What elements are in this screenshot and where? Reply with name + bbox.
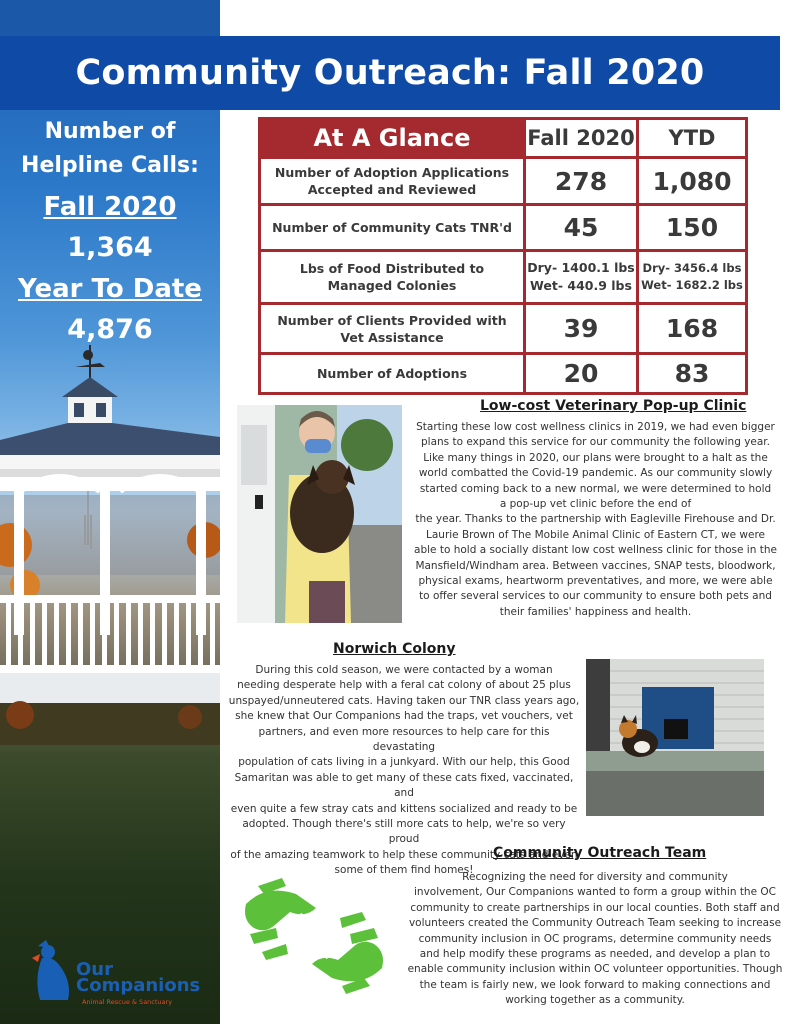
norwich-line: During this cold season, we were contacted by a woman xyxy=(255,664,553,676)
ytd-dry-value: Dry- 3456.4 lbs xyxy=(642,261,742,275)
logo-subtitle: Animal Rescue & Sanctuary xyxy=(82,998,173,1006)
norwich-title: Norwich Colony xyxy=(333,641,456,657)
norwich-line: unspayed/unneutered cats. Having taken our TNR class years ago, xyxy=(228,694,580,707)
helpline-title: Number of Helpline Calls: xyxy=(21,119,199,178)
at-a-glance-table xyxy=(258,117,748,395)
clinic-line: world combatted the Covid-19 pandemic. As our community slowly xyxy=(418,467,773,480)
norwich-line: adopted. Though there's still more cats to help, we're so very proud xyxy=(242,818,566,846)
norwich-line: she knew that Our Companions had the traps, vet vouchers, vet xyxy=(235,710,573,723)
helpline-fall-label: Fall 2020 xyxy=(43,192,177,222)
helpline-ytd-value: 4,876 xyxy=(67,314,153,345)
ytd-wet-value: Wet- 1682.2 lbs xyxy=(641,278,743,292)
team-line: enable community inclusion within OC volunteer opportunities. Though xyxy=(407,963,783,976)
norwich-line: Samaritan was able to get many of these cats fixed, vaccinated, and xyxy=(234,771,574,800)
clinic-line: Laurie Brown of The Mobile Animal Clinic of Eastern CT, we were xyxy=(426,528,765,541)
page-header xyxy=(0,36,780,110)
green-hands-icon xyxy=(236,874,392,998)
norwich-line: even quite a few stray cats and kittens socialized and ready to be xyxy=(230,802,578,815)
glance-row-ytd-value: 1,080 xyxy=(639,159,745,203)
glance-title: At A Glance xyxy=(313,124,471,152)
logo-word-companions: Companions xyxy=(76,975,201,996)
fall-dry-value: Dry- 1400.1 lbs xyxy=(527,260,635,275)
clinic-line: physical exams, heartworm preventatives, and more, we were able xyxy=(418,575,773,588)
team-line: Recognizing the need for diversity and community xyxy=(462,871,728,883)
clinic-line: Starting these low cost wellness clinics in 2019, we had even bigger xyxy=(416,421,775,433)
glance-row-label: Number of Adoptions xyxy=(261,355,523,392)
glance-row-ytd-value: 150 xyxy=(639,206,745,249)
glance-row-label: Number of Adoption Applications Accepted and Reviewed xyxy=(261,159,523,203)
clinic-line: a pop-up vet clinic before the end of xyxy=(499,498,692,511)
glance-row-fall-value: 278 xyxy=(526,159,636,203)
glance-row-label: Number of Clients Provided with Vet Assistance xyxy=(261,305,523,352)
clinic-line: the year. Thanks to the partnership with Eagleville Firehouse and Dr. xyxy=(415,513,776,526)
clinic-line: able to hold a socially distant low cost wellness clinic for those in the xyxy=(414,544,777,557)
clinic-title: Low-cost Veterinary Pop-up Clinic xyxy=(480,398,747,414)
team-line: community inclusion in OC programs, determine community needs xyxy=(418,932,772,945)
page-title: Community Outreach: Fall 2020 xyxy=(75,53,705,93)
norwich-line: of the amazing teamwork to help these community cats and even xyxy=(230,848,578,861)
sky-strip xyxy=(0,0,220,36)
glance-col-fall: Fall 2020 xyxy=(526,120,636,156)
glance-row-fall-value: 39 xyxy=(526,305,636,352)
glance-row-fall-value: 45 xyxy=(526,206,636,249)
team-title: Community Outreach Team xyxy=(493,845,707,861)
norwich-line: some of them find homes! xyxy=(334,864,474,877)
norwich-line: population of cats living in a junkyard. With our help, this Good xyxy=(238,756,570,769)
team-line: community to create partnerships in our local counties. Both staff and xyxy=(410,901,780,914)
dog-logo-icon xyxy=(28,938,78,1008)
clinic-line: their families' happiness and health. xyxy=(499,605,692,618)
team-line: the team is fairly new, we look forward to making connections and xyxy=(419,978,771,991)
glance-row-ytd-value: 83 xyxy=(639,355,745,392)
clinic-text xyxy=(403,420,788,620)
team-line: involvement, Our Companions wanted to form a group within the OC xyxy=(414,886,776,899)
glance-row-ytd-value xyxy=(639,252,745,302)
helpline-stats xyxy=(0,115,220,351)
helpline-fall-value: 1,364 xyxy=(67,232,153,263)
glance-row-fall-value xyxy=(526,252,636,302)
gazebo-photo xyxy=(0,345,220,745)
norwich-line: needing desperate help with a feral cat colony of about 25 plus xyxy=(237,679,571,692)
team-line: working together as a community. xyxy=(505,994,685,1007)
clinic-line: Mansfield/Windham area. Between vaccines, SNAP tests, bloodwork, xyxy=(415,559,776,572)
glance-row-label: Lbs of Food Distributed to Managed Colonies xyxy=(261,252,523,302)
team-text xyxy=(402,870,788,1009)
logo-word-our: Our xyxy=(76,959,113,980)
glance-row-label: Number of Community Cats TNR'd xyxy=(261,206,523,249)
clinic-line: to offer several services to our community to ensure both pets and xyxy=(419,590,772,603)
our-companions-logo xyxy=(28,938,218,1008)
glance-col-ytd: YTD xyxy=(639,120,745,156)
clinic-line: plans to expand this service for our community the following year. xyxy=(420,436,771,449)
vet-clinic-photo xyxy=(237,405,402,623)
norwich-line: partners, and even more resources to help care for this devastating xyxy=(258,725,550,754)
glance-row-fall-value: 20 xyxy=(526,355,636,392)
left-photo-column xyxy=(0,0,220,1024)
glance-row-ytd-value: 168 xyxy=(639,305,745,352)
team-line: and help modify these programs as needed, and develop a plan to xyxy=(419,948,771,961)
fall-wet-value: Wet- 440.9 lbs xyxy=(530,278,632,293)
norwich-colony-photo xyxy=(586,659,764,816)
clinic-line: started coming back to a new normal, we were determined to hold xyxy=(419,482,772,495)
logo-wordmark xyxy=(76,959,201,996)
team-line: volunteers created the Community Outreach Team seeking to increase xyxy=(408,917,782,930)
helpline-ytd-label: Year To Date xyxy=(18,274,202,304)
clinic-line: Like many things in 2020, our plans were brought to a halt as the xyxy=(423,451,768,464)
